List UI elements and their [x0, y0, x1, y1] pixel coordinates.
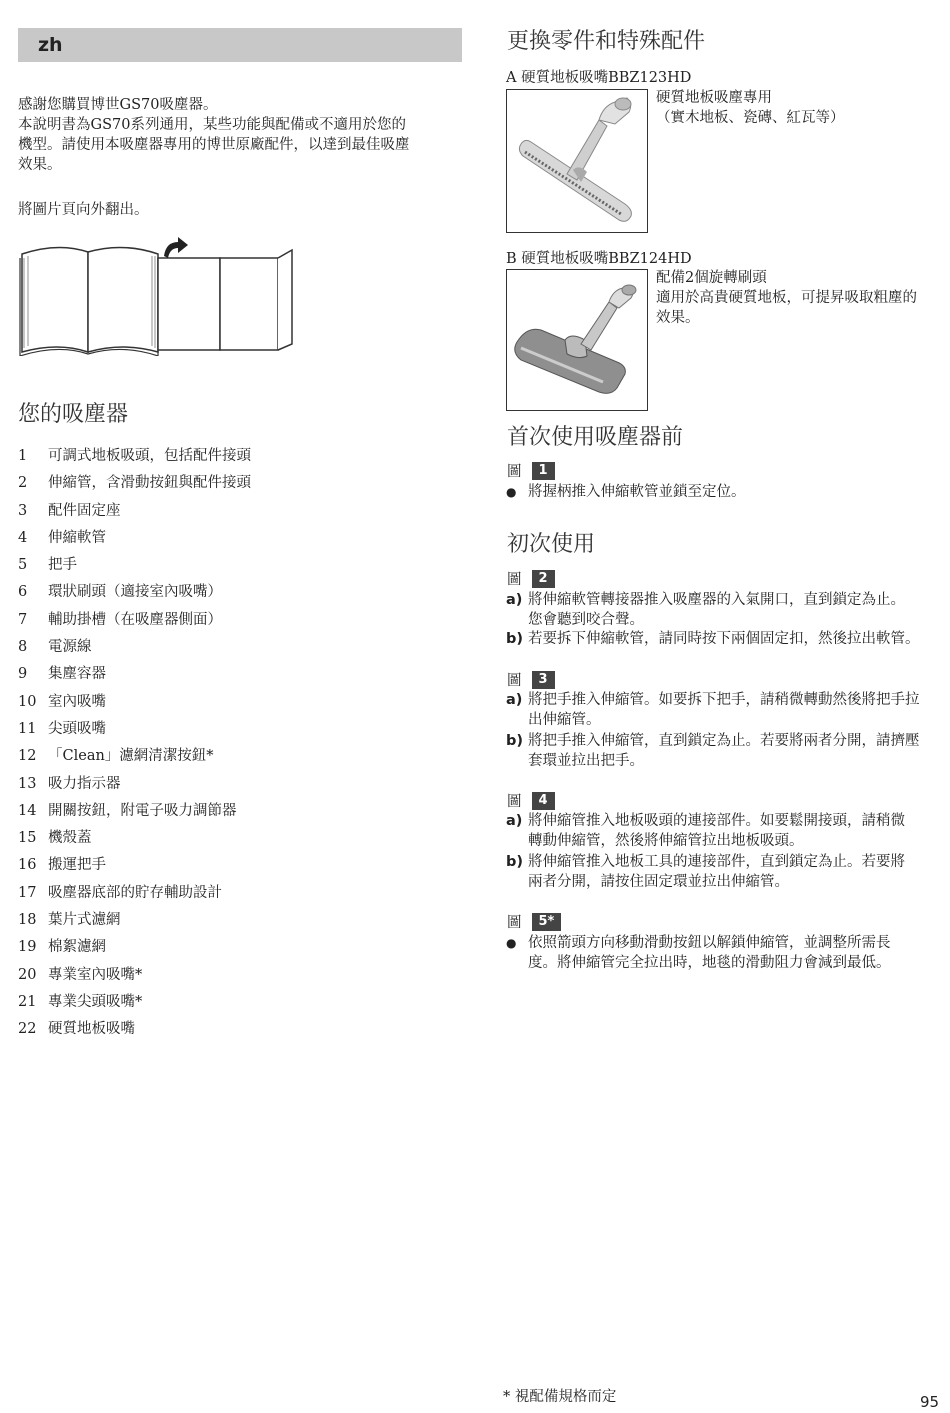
accessory-b-heading: B 硬質地板吸嘴BBZ124HD	[506, 251, 692, 267]
accessory-b-desc-line-3: 效果。	[656, 310, 700, 326]
part-label: 吸塵器底部的貯存輔助設計	[48, 884, 222, 901]
part-number: 16	[18, 857, 37, 874]
parts-list-item	[18, 743, 458, 770]
parts-list-item	[18, 716, 458, 743]
part-number: 14	[18, 802, 37, 819]
accessory-a-desc-line-2: （實木地板、瓷磚、紅瓦等）	[656, 110, 845, 126]
parts-list-item	[18, 825, 458, 852]
part-number: 5	[18, 557, 28, 574]
part-number: 6	[18, 584, 28, 601]
parts-list-item	[18, 880, 458, 907]
part-label: 尖頭吸嘴	[48, 720, 106, 737]
intro-paragraph-2-line-1: 本說明書為GS70系列通用，某些功能與配備或不適用於您的	[18, 117, 406, 133]
part-label: 機殼蓋	[48, 830, 92, 847]
first-use-title: 初次使用	[507, 532, 596, 557]
figure-4-step-b: b) 將伸縮管推入地板工具的連接部件，直到鎖定為止。若要將 兩者分開，請按住固定環並拉出伸縮管。	[506, 854, 905, 890]
part-label: 棉絮濾網	[48, 939, 106, 956]
parts-list-item	[18, 689, 458, 716]
part-label: 吸力指示器	[48, 775, 121, 792]
page-number: 95	[920, 1393, 940, 1411]
language-code: zh	[38, 34, 63, 56]
parts-list-item	[18, 634, 458, 661]
parts-list-item	[18, 962, 458, 989]
parts-list-item	[18, 525, 458, 552]
accessories-title: 更換零件和特殊配件	[507, 29, 706, 54]
part-label: 室內吸嘴	[48, 693, 106, 710]
part-label: 葉片式濾網	[48, 912, 121, 929]
figure-4-label: 圖 4	[507, 790, 555, 811]
fold-arrow-icon	[164, 237, 188, 258]
parts-list-item	[18, 907, 458, 934]
bullet-icon: ●	[506, 936, 517, 950]
parts-list-item	[18, 607, 458, 634]
figure-4-step-a: a) 將伸縮管推入地板吸頭的連接部件。如要鬆開接頭，請稍微 轉動伸縮管，然後將伸縮管拉出地板吸頭。	[506, 813, 905, 849]
hard-floor-nozzle-b-image	[507, 270, 647, 410]
intro-paragraph-2-line-3: 效果。	[18, 157, 62, 173]
before-first-use-title: 首次使用吸塵器前	[507, 425, 684, 450]
part-label: 伸縮軟管	[48, 529, 106, 546]
figure-5-instruction: ● 依照箭頭方向移動滑動按鈕以解鎖伸縮管，並調整所需長 度。將伸縮管完全拉出時，地毯的滑動阻力會減到最低。	[506, 935, 891, 971]
figure-2-step-b: b) 若要拆下伸縮軟管，請同時按下兩個固定扣，然後拉出軟管。	[506, 631, 920, 647]
accessory-b-desc	[656, 268, 917, 328]
parts-list-item	[18, 771, 458, 798]
part-label: 電源線	[48, 639, 92, 656]
figure-3-step-b: b) 將把手推入伸縮管，直到鎖定為止。若要將兩者分開，請擠壓 套環並拉出把手。	[506, 733, 920, 769]
hard-floor-nozzle-a-image	[507, 90, 647, 232]
part-number: 7	[18, 611, 28, 628]
intro-paragraph-2-line-2: 機型。請使用本吸塵器專用的博世原廠配件，以達到最佳吸塵	[18, 137, 410, 153]
part-label: 伸縮管，含滑動按鈕與配件接頭	[48, 475, 251, 492]
part-number: 2	[18, 475, 28, 492]
parts-list-item	[18, 798, 458, 825]
figure-4-badge: 4	[532, 792, 555, 810]
parts-list	[18, 443, 458, 1044]
parts-list-item	[18, 498, 458, 525]
intro-paragraph-1: 感謝您購買博世GS70吸塵器。	[18, 97, 218, 113]
part-label: 「Clean」濾網清潔按鈕*	[48, 748, 214, 765]
part-number: 3	[18, 502, 28, 519]
part-number: 1	[18, 448, 28, 464]
figure-1-instruction: ● 將握柄推入伸縮軟管並鎖至定位。	[506, 484, 746, 500]
parts-list-item	[18, 1016, 458, 1043]
parts-section-title: 您的吸塵器	[18, 402, 129, 427]
figure-5-badge: 5*	[532, 913, 562, 931]
figure-5-label: 圖 5*	[507, 911, 561, 932]
part-number: 17	[18, 884, 37, 901]
part-number: 12	[18, 748, 37, 765]
footnote: * 視配備規格而定	[503, 1389, 617, 1405]
figure-3-step-a: a) 將把手推入伸縮管。如要拆下把手，請稍微轉動然後將把手拉 出伸縮管。	[506, 692, 920, 728]
part-label: 把手	[48, 557, 77, 574]
part-label: 集塵容器	[48, 666, 106, 683]
accessory-a-desc	[656, 88, 845, 128]
parts-list-item	[18, 470, 458, 497]
part-number: 15	[18, 830, 37, 847]
figure-1-badge: 1	[532, 462, 555, 480]
parts-list-item	[18, 443, 458, 470]
parts-list-item	[18, 579, 458, 606]
part-label: 環狀刷頭（適接室內吸嘴）	[48, 584, 222, 601]
part-label: 專業尖頭吸嘴*	[48, 993, 143, 1010]
accessory-b-desc-line-2: 適用於高貴硬質地板，可提昇吸取粗塵的	[656, 290, 917, 306]
part-number: 8	[18, 639, 28, 656]
intro-text	[18, 95, 458, 175]
figure-3-badge: 3	[532, 671, 555, 689]
part-number: 11	[18, 720, 37, 737]
parts-list-item	[18, 852, 458, 879]
part-label: 可調式地板吸頭，包括配件接頭	[48, 448, 251, 464]
accessory-b-image-frame	[506, 269, 648, 411]
figure-2-label: 圖 2	[507, 568, 555, 589]
part-label: 輔助掛槽（在吸塵器側面）	[48, 611, 222, 628]
figure-1-label: 圖 1	[507, 460, 555, 481]
parts-list-item	[18, 552, 458, 579]
part-label: 專業室內吸嘴*	[48, 966, 143, 983]
part-label: 搬運把手	[48, 857, 106, 874]
accessory-a-desc-line-1: 硬質地板吸塵專用	[656, 90, 772, 106]
language-header-bar	[18, 28, 462, 62]
part-label: 開關按鈕，附電子吸力調節器	[48, 802, 237, 819]
parts-list-item	[18, 989, 458, 1016]
parts-list-item	[18, 934, 458, 961]
part-label: 配件固定座	[48, 502, 121, 519]
figure-2-badge: 2	[532, 570, 555, 588]
accessory-b-desc-line-1: 配備2個旋轉刷頭	[656, 270, 767, 286]
part-label: 硬質地板吸嘴	[48, 1021, 135, 1038]
part-number: 19	[18, 939, 37, 956]
bullet-icon: ●	[506, 485, 517, 499]
part-number: 18	[18, 912, 37, 929]
figure-3-label: 圖 3	[507, 669, 555, 690]
part-number: 13	[18, 775, 37, 792]
fold-out-book-illustration	[18, 234, 298, 356]
part-number: 4	[18, 529, 28, 546]
part-number: 10	[18, 693, 37, 710]
part-number: 20	[18, 966, 37, 983]
parts-list-item	[18, 661, 458, 688]
part-number: 21	[18, 993, 37, 1010]
figure-2-step-a: a) 將伸縮軟管轉接器推入吸塵器的入氣開口，直到鎖定為止。 您會聽到咬合聲。	[506, 592, 905, 628]
fold-instruction: 將圖片頁向外翻出。	[18, 202, 149, 218]
part-number: 22	[18, 1021, 37, 1038]
accessory-a-image-frame	[506, 89, 648, 233]
accessory-a-heading: A 硬質地板吸嘴BBZ123HD	[506, 70, 692, 86]
part-number: 9	[18, 666, 28, 683]
